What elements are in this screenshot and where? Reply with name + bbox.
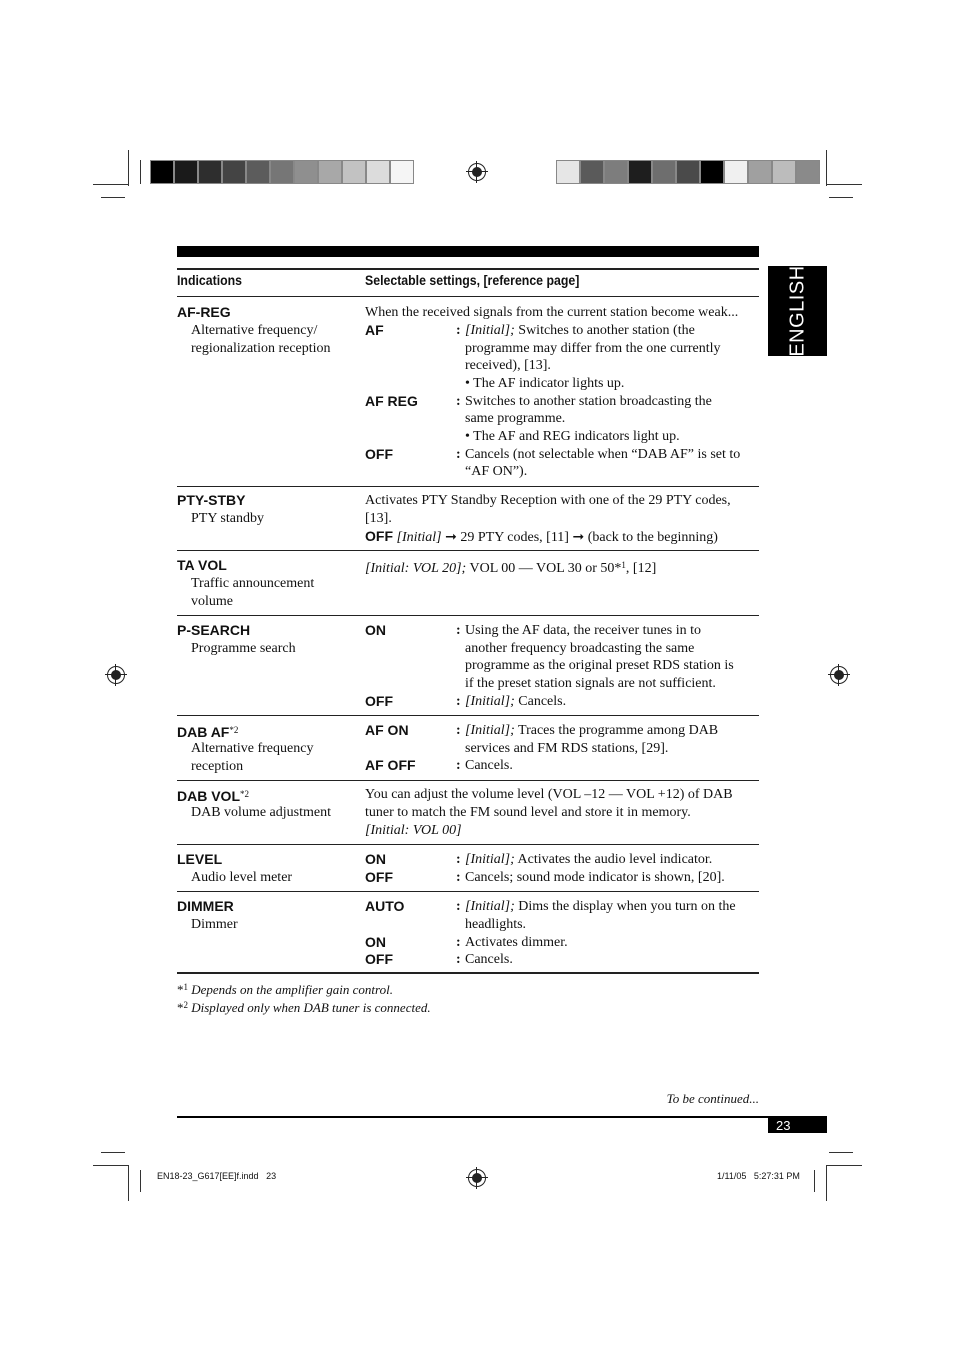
- indication-description: Programme search: [191, 641, 296, 656]
- crop-mark: [826, 1165, 862, 1166]
- setting-colon: :: [456, 694, 461, 709]
- color-swatch: [270, 160, 294, 184]
- setting-text: programme may differ from the one currently: [465, 341, 721, 356]
- setting-key: ON: [365, 934, 386, 950]
- color-swatch: [604, 160, 628, 184]
- footnote-ref: 1: [621, 560, 626, 570]
- crop-mark: [93, 184, 129, 185]
- setting-colon: :: [456, 870, 461, 885]
- color-swatch: [294, 160, 318, 184]
- setting-text: Cancels (not selectable when “DAB AF” is set to: [465, 447, 741, 462]
- footnote-ref: *2: [229, 725, 239, 735]
- indication-description: Alternative frequency: [191, 741, 314, 756]
- crop-mark: [140, 1170, 141, 1192]
- indication-description: Audio level meter: [191, 870, 293, 885]
- setting-text: Using the AF data, the receiver tunes in to: [465, 623, 701, 638]
- setting-text: Dims the display when you turn on the: [514, 899, 736, 914]
- color-swatch: [652, 160, 676, 184]
- setting-text: Cancels; sound mode indicator is shown, [20].: [465, 870, 725, 885]
- crop-mark: [93, 1165, 129, 1166]
- color-swatch: [628, 160, 652, 184]
- setting-key: AUTO: [365, 898, 405, 914]
- indication-description: Alternative frequency/: [191, 323, 318, 338]
- indication-title: DAB VOL: [177, 788, 240, 804]
- footnote-text: Depends on the amplifier gain control.: [191, 982, 393, 997]
- setting-colon: :: [456, 758, 461, 773]
- header-rule: [177, 296, 759, 297]
- row-divider: [177, 550, 759, 551]
- setting-text: Traces the programme among DAB: [514, 723, 719, 738]
- footnote: [177, 979, 393, 999]
- setting-key: OFF: [365, 528, 393, 544]
- setting-text: (back to the beginning): [587, 530, 718, 545]
- setting-text: Switches to another station (the: [514, 323, 695, 338]
- setting-text: VOL 00 — VOL 30 or 50*: [466, 561, 622, 576]
- color-swatch: [580, 160, 604, 184]
- initial-marker: [Initial: VOL 20];: [365, 561, 467, 576]
- setting-key: ON: [365, 851, 386, 867]
- color-swatch: [366, 160, 390, 184]
- footnote-ref: *2: [240, 789, 249, 799]
- color-swatch: [748, 160, 772, 184]
- setting-text: received), [13].: [465, 358, 551, 373]
- indication-description: PTY standby: [191, 511, 264, 526]
- color-swatch: [246, 160, 270, 184]
- setting-key: AF ON: [365, 722, 409, 738]
- page-number-tab: [768, 1118, 827, 1133]
- color-swatch: [556, 160, 580, 184]
- setting-colon: :: [456, 394, 461, 409]
- indication-description: DAB volume adjustment: [191, 805, 331, 820]
- indication-title: LEVEL: [177, 851, 223, 867]
- color-swatch: [796, 160, 820, 184]
- arrow-icon: ➞: [445, 528, 457, 544]
- setting-text: Cancels.: [465, 952, 513, 967]
- setting-text: You can adjust the volume level (VOL –12 — VOL +12) of DAB: [365, 787, 733, 802]
- footnote-number: 2: [183, 1000, 188, 1010]
- crop-mark: [128, 150, 129, 186]
- continued-note: To be continued...: [666, 1091, 759, 1106]
- setting-key: AF: [365, 322, 384, 338]
- setting-intro: When the received signals from the current station become weak...: [365, 305, 739, 320]
- row-divider: [177, 615, 759, 616]
- setting-colon: :: [456, 323, 461, 338]
- table-bottom-rule: [177, 972, 759, 974]
- setting-text: “AF ON”).: [465, 464, 528, 479]
- arrow-icon: ➞: [572, 528, 585, 544]
- indication-title: TA VOL: [177, 557, 227, 573]
- initial-marker: [Initial];: [465, 694, 515, 709]
- crop-mark: [829, 1152, 853, 1153]
- indication-title: PTY-STBY: [177, 492, 246, 508]
- setting-text: Switches to another station broadcasting the: [465, 394, 712, 409]
- color-swatch: [150, 160, 174, 184]
- bullet-note: • The AF and REG indicators light up.: [465, 429, 680, 444]
- registration-mark-icon: [107, 666, 125, 684]
- crop-mark: [128, 1165, 129, 1201]
- setting-colon: :: [456, 935, 461, 950]
- color-swatch: [676, 160, 700, 184]
- crop-mark: [140, 160, 141, 184]
- color-swatch: [318, 160, 342, 184]
- indication-description: Traffic announcement: [191, 576, 315, 591]
- setting-text: tuner to match the FM sound level and store it in memory.: [365, 805, 691, 820]
- bullet-note: • The AF indicator lights up.: [465, 376, 625, 391]
- color-swatch: [700, 160, 724, 184]
- row-divider: [177, 715, 759, 716]
- setting-text: headlights.: [465, 917, 527, 932]
- setting-text: , [12]: [625, 561, 657, 576]
- setting-key: OFF: [365, 446, 393, 462]
- indication-description: Dimmer: [191, 917, 238, 932]
- setting-text: Activates dimmer.: [465, 935, 568, 950]
- indication-description: regionalization reception: [191, 341, 331, 356]
- language-tab-label: ENGLISH: [786, 265, 809, 357]
- color-swatch: [198, 160, 222, 184]
- setting-colon: :: [456, 899, 461, 914]
- indication-description: volume: [191, 594, 233, 609]
- setting-text: programme as the original preset RDS station is: [465, 658, 734, 673]
- indication-title: P-SEARCH: [177, 622, 251, 638]
- setting-colon: :: [456, 952, 461, 967]
- setting-text: Cancels.: [465, 758, 513, 773]
- footnote: [177, 997, 431, 1017]
- registration-mark-icon: [468, 1169, 486, 1187]
- row-divider: [177, 780, 759, 781]
- setting-key: OFF: [365, 693, 393, 709]
- crop-mark: [826, 184, 862, 185]
- page-number: 23: [776, 1118, 791, 1133]
- color-swatch: [390, 160, 414, 184]
- table-top-rule: [177, 268, 759, 270]
- footer-rule: [177, 1116, 827, 1118]
- setting-key: OFF: [365, 951, 393, 967]
- language-tab: [768, 266, 827, 356]
- footnote-number: 1: [183, 982, 188, 992]
- setting-colon: :: [456, 723, 461, 738]
- setting-text: Activates the audio level indicator.: [514, 852, 713, 867]
- registration-mark-icon: [468, 163, 486, 181]
- color-calibration-bar-right: [556, 160, 820, 184]
- registration-mark-icon: [830, 666, 848, 684]
- color-swatch: [772, 160, 796, 184]
- crop-mark: [826, 150, 827, 186]
- row-divider: [177, 844, 759, 845]
- initial-marker: [Initial];: [465, 723, 515, 738]
- setting-colon: :: [456, 852, 461, 867]
- setting-key: AF OFF: [365, 757, 416, 773]
- column-header-settings: Selectable settings, [reference page]: [365, 272, 580, 288]
- column-header-indications: Indications: [177, 272, 243, 288]
- setting-text: Cancels.: [514, 694, 567, 709]
- setting-colon: :: [456, 447, 461, 462]
- crop-mark: [829, 197, 853, 198]
- header-band: [177, 246, 759, 257]
- setting-text: 29 PTY codes, [11]: [460, 530, 569, 545]
- crop-mark: [814, 1170, 815, 1192]
- setting-text: same programme.: [465, 411, 566, 426]
- setting-text: if the preset station signals are not sufficient.: [465, 676, 716, 691]
- initial-marker: [Initial: VOL 00]: [365, 823, 462, 838]
- color-swatch: [222, 160, 246, 184]
- initial-marker: [Initial];: [465, 323, 515, 338]
- crop-mark: [101, 197, 125, 198]
- color-calibration-bar-left: [150, 160, 414, 184]
- row-divider: [177, 891, 759, 892]
- indication-title: DIMMER: [177, 898, 234, 914]
- setting-key: AF REG: [365, 393, 418, 409]
- crop-mark: [101, 1152, 125, 1153]
- footnote-mark: *: [177, 982, 184, 997]
- indication-title: DAB AF: [177, 724, 230, 740]
- setting-text: Activates PTY Standby Reception with one of the 29 PTY codes,: [365, 493, 731, 508]
- slug-timestamp: 1/11/05 5:27:31 PM: [717, 1171, 800, 1181]
- initial-marker: [Initial];: [465, 899, 515, 914]
- color-swatch: [724, 160, 748, 184]
- footnote-text: Displayed only when DAB tuner is connected.: [191, 1000, 431, 1015]
- initial-marker: [Initial]: [396, 530, 442, 545]
- setting-key: OFF: [365, 869, 393, 885]
- initial-marker: [Initial];: [465, 852, 515, 867]
- setting-colon: :: [456, 623, 461, 638]
- indication-title: AF-REG: [177, 304, 231, 320]
- setting-text: another frequency broadcasting the same: [465, 641, 695, 656]
- row-divider: [177, 486, 759, 487]
- crop-mark: [826, 1165, 827, 1201]
- color-swatch: [174, 160, 198, 184]
- indication-description: reception: [191, 759, 244, 774]
- setting-text: [13].: [365, 511, 392, 526]
- footnote-mark: *: [177, 1000, 184, 1015]
- setting-key: ON: [365, 622, 386, 638]
- setting-text: services and FM RDS stations, [29].: [465, 741, 669, 756]
- color-swatch: [342, 160, 366, 184]
- slug-filename: EN18-23_G617[EE]f.indd 23: [157, 1171, 277, 1181]
